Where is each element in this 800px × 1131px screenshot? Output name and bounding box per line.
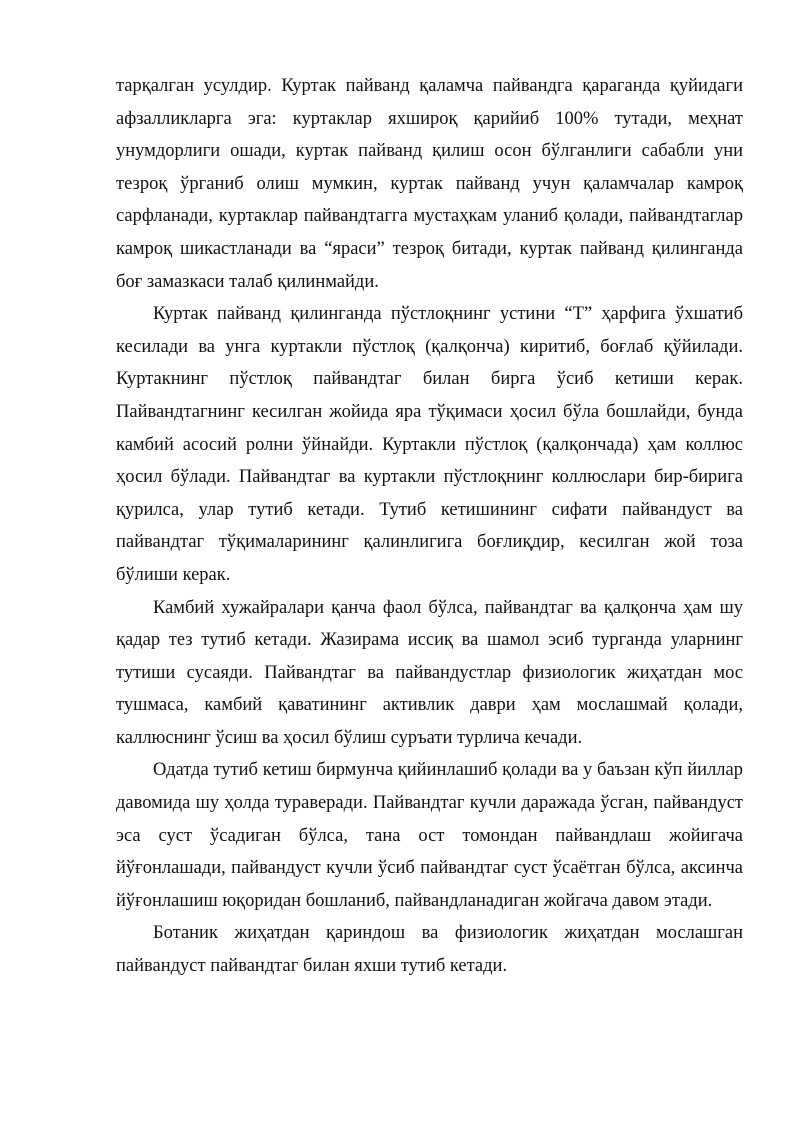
paragraph-4: Одатда тутиб кетиш бирмунча қийинлашиб қолади ва у баъзан кўп йиллар давомида шу ҳолда тураверади. Пайвандтаг кучли даражада ўсган, пайвандуст эса суст ўсадиган бўлса, тана ост томондан пайвандлаш жойигача йўғонлашади, пайвандуст кучли ўсиб пайвандтаг суст ўсаётган бўлса, аксинча йўғонлашиш юқоридан бошланиб, пайвандланадиган жойгача давом этади. [116, 760, 743, 911]
paragraph-3: Камбий хужайралари қанча фаол бўлса, пайвандтаг ва қалқонча ҳам шу қадар тез тутиб кетади. Жазирама иссиқ ва шамол эсиб турганда уларнинг тутиши сусаяди. Пайвандтаг ва пайвандустлар физиологик жиҳатдан мос тушмаса, камбий қаватининг активлик даври ҳам мослашмай қолади, каллюснинг ўсиш ва ҳосил бўлиш суръати турлича кечади. [116, 597, 743, 748]
paragraph-5: Ботаник жиҳатдан қариндош ва физиологик жиҳатдан мослашган пайвандуст пайвандтаг билан яхши тутиб кетади. [116, 923, 743, 977]
paragraph-1: тарқалган усулдир. Куртак пайванд қаламча пайвандга қараганда қуйидаги афзалликларга эга: куртаклар яхшироқ қарийиб 100% тутади, меҳнат унумдорлиги ошади, куртак пайванд қилиш осон бўлганлиги сабабли уни тезроқ ўрганиб олиш мумкин, куртак пайванд учун қаламчалар камроқ сарфланади, куртаклар пайвандтагга мустаҳкам уланиб қолади, пайвандтаглар камроқ шикастланади ва “яраси” тезроқ битади, куртак пайванд қилинганда боғ замазкаси талаб қилинмайди. [116, 76, 743, 292]
paragraph-2: Куртак пайванд қилинганда пўстлоқнинг устини “Т” ҳарфига ўхшатиб кесилади ва унга куртакли пўстлоқ (қалқонча) киритиб, боғлаб қўйилади. Куртакнинг пўстлоқ пайвандтаг билан бирга ўсиб кетиши керак. Пайвандтагнинг кесилган жойида яра тўқимаси ҳосил бўла бошлайди, бунда камбий асосий ролни ўйнайди. Куртакли пўстлоқ (қалқончада) ҳам коллюс ҳосил бўлади. Пайвандтаг ва куртакли пўстлоқнинг коллюслари бир-бирига қурилса, улар тутиб кетади. Тутиб кетишининг сифати пайвандуст ва пайвандтаг тўқималарининг қалинлигига боғлиқдир, кесилган жой тоза бўлиши керак. [116, 304, 743, 585]
body-text [116, 70, 743, 983]
